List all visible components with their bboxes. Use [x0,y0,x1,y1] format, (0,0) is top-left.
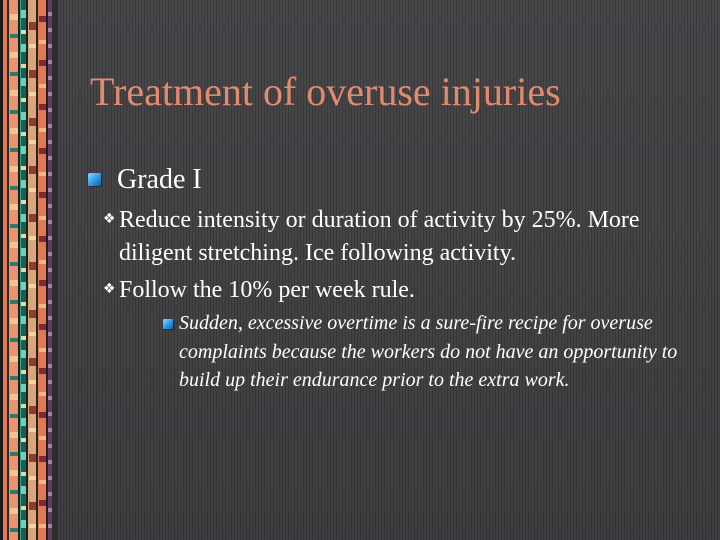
sub-bullet-follow-rule [103,274,688,307]
border-band [21,0,26,540]
sub-bullet-text: Reduce intensity or duration of activity by 25%. More diligent stretching. Ice following activity. [119,207,640,266]
bullet-grade-i [88,160,688,200]
border-band [29,0,36,540]
border-band [10,0,18,540]
sub-sub-bullet-sudden-overtime [163,309,687,395]
sub-sub-bullet-text: Sudden, excessive overtime is a sure-fire recipe for overuse complaints because the workers do not have an opportunity to build up their endurance prior to the extra work. [179,312,678,391]
sub-bullet-reduce-intensity [103,204,688,270]
sub-bullet-text: Follow the 10% per week rule. [119,277,415,303]
border-band [48,0,52,540]
blue-square-icon [88,173,101,186]
diamond-bullet-icon: ❖ [103,211,116,227]
bullet-text: Grade I [117,164,202,195]
diamond-bullet-icon: ❖ [103,281,116,297]
bullet-list [88,160,688,395]
blue-square-icon [163,319,173,329]
slide-title: Treatment of overuse injuries [90,69,561,114]
decorative-border-strip [0,0,58,540]
border-band [39,0,46,540]
